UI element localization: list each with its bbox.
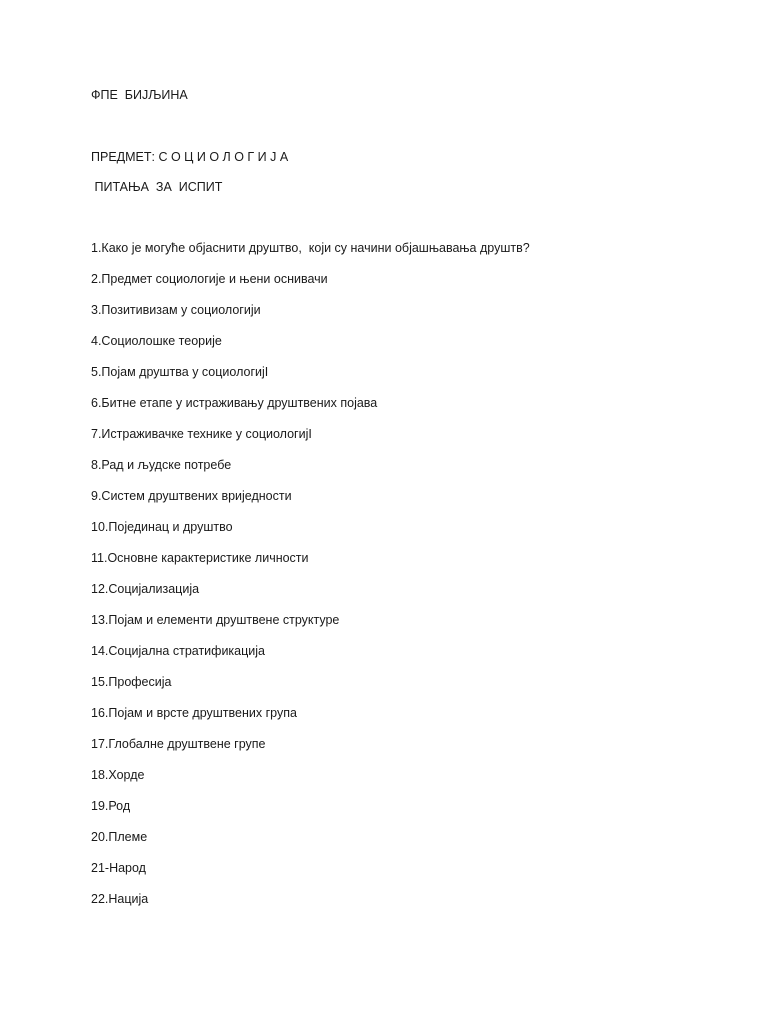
question-item: 6.Битне етапе у истраживању друштвених појава	[91, 396, 378, 410]
question-item: 13.Појам и елементи друштвене структуре	[91, 613, 340, 627]
question-item: 14.Социјална стратификација	[91, 644, 265, 658]
question-item: 2.Предмет социологије и њени оснивачи	[91, 272, 328, 286]
school-name: ФПЕ БИЈЉИНА	[91, 88, 188, 102]
question-item: 3.Позитивизам у социологији	[91, 303, 261, 317]
question-item: 15.Професија	[91, 675, 172, 689]
question-item: 17.Глобалне друштвене групе	[91, 737, 266, 751]
question-item: 11.Основне карактеристике личности	[91, 551, 309, 565]
question-item: 19.Род	[91, 799, 131, 813]
question-item: 8.Рад и људске потребе	[91, 458, 232, 472]
question-item: 10.Појединац и друштво	[91, 520, 233, 534]
question-list	[91, 240, 530, 922]
question-item: 4.Социолошке теорије	[91, 334, 222, 348]
question-item: 7.Истраживачке технике у социологијI	[91, 427, 312, 441]
question-item: 22.Нација	[91, 892, 149, 906]
exam-questions-heading: ПИТАЊА ЗА ИСПИТ	[91, 180, 223, 194]
question-item: 9.Систем друштвених вриједности	[91, 489, 292, 503]
question-item: 5.Појам друштва у социологијI	[91, 365, 269, 379]
question-item: 1.Како је могуће објаснити друштво, који су начини објашњавања друштв?	[91, 241, 530, 255]
question-item: 16.Појам и врсте друштвених група	[91, 706, 297, 720]
subject-title: ПРЕДМЕТ: С О Ц И О Л О Г И Ј А	[91, 150, 289, 164]
question-item: 20.Племе	[91, 830, 148, 844]
question-item: 21-Народ	[91, 861, 146, 875]
question-item: 12.Социјализација	[91, 582, 200, 596]
question-item: 18.Хорде	[91, 768, 145, 782]
